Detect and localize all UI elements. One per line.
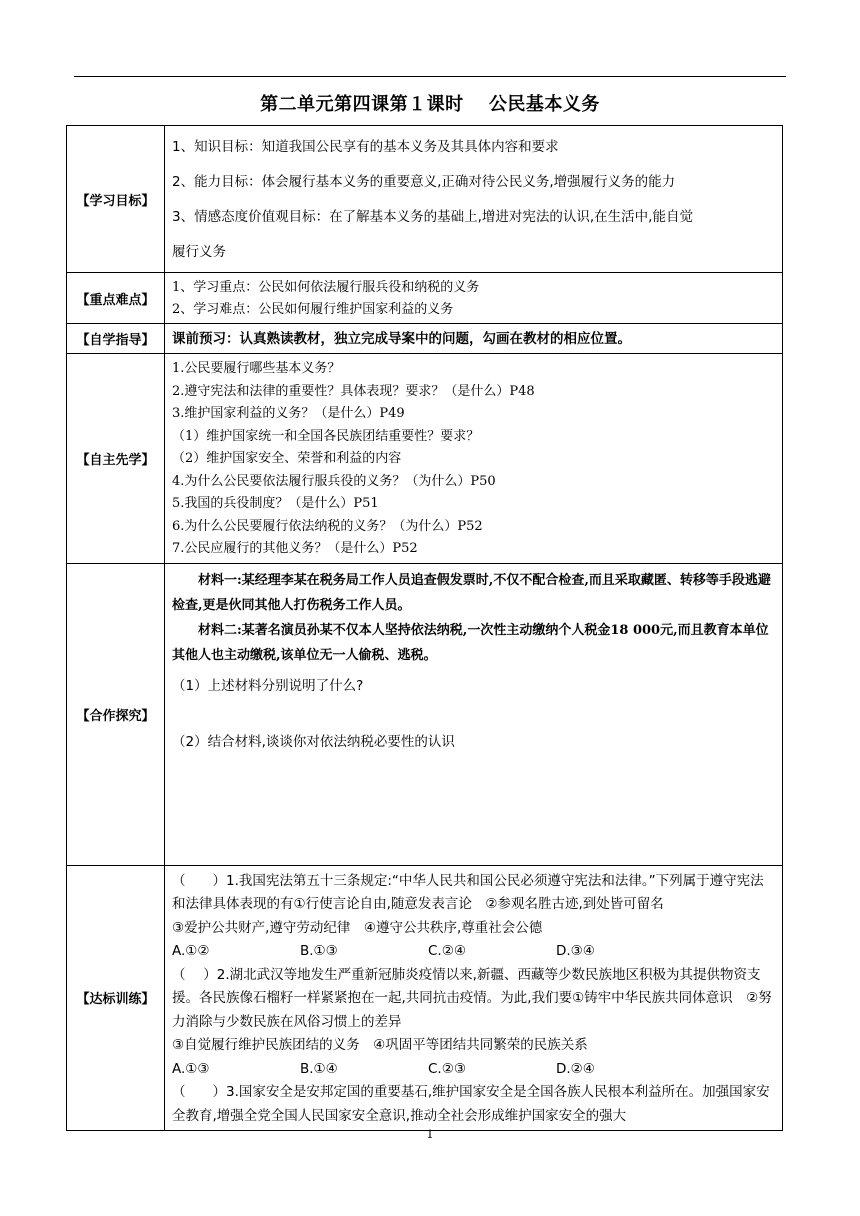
self-study-line: 2.遵守宪法和法律的重要性？具体表现？要求？（是什么）P48: [172, 383, 535, 399]
row-self-study: [67, 354, 783, 564]
self-study-line: 6.为什么公民要履行依法纳税的义务？（为什么）P52: [172, 518, 483, 534]
drill-question-1-line2: ③爱护公共财产,遵守劳动纪律 ④遵守公共秩序,尊重社会公德: [172, 919, 543, 936]
preview-text: 课前预习：认真熟读教材，独立完成导案中的问题，勾画在教材的相应位置。: [172, 331, 631, 347]
label-coop: 【合作探究】: [67, 563, 165, 865]
option-a: A.①②: [172, 943, 210, 959]
row-key: [67, 273, 783, 324]
coop-question-2: （2）结合材料,谈谈你对依法纳税必要性的认识: [172, 733, 455, 750]
material-one: 材料一:某经理李某在税务局工作人员追查假发票时,不仅不配合检查,而且采取藏匿、转移等手段逃避检查,更是伙同其他人打伤税务工作人员。: [172, 572, 771, 613]
row-coop: [67, 563, 783, 865]
drill-question-2: （ ）2.湖北武汉等地发生严重新冠肺炎疫情以来,新疆、西藏等少数民族地区积极为其提供物资支援。各民族像石榴籽一样紧紧抱在一起,共同抗击疫情。为此,我们要①铸牢中华民族共同体意识 ②努力消除与少数民族在风俗习惯上的差异: [172, 966, 772, 1030]
option-c: C.②④: [428, 943, 466, 959]
label-self-study: 【自主先学】: [67, 354, 165, 564]
goal-line: 履行义务: [172, 244, 226, 260]
self-study-line: （2）维护国家安全、荣誉和利益的内容: [172, 451, 402, 466]
option-d: D.②④: [556, 1060, 595, 1077]
drill-question-1: （ ）1.我国宪法第五十三条规定:“中华人民共和国公民必须遵守宪法和法律。”下列属于遵守宪法和法律具体表现的有①行使言论自由,随意发表言论 ②参观名胜古迹,到处皆可留名: [172, 872, 764, 912]
goals-content: [165, 126, 783, 273]
option-b: B.①③: [300, 943, 338, 959]
key-line: 1、学习重点：公民如何依法履行服兵役和纳税的义务: [172, 280, 480, 295]
label-goals: 【学习目标】: [67, 126, 165, 273]
coop-question-1: （1）上述材料分别说明了什么?: [172, 677, 364, 694]
page-number: 1: [426, 1128, 434, 1141]
drill-content: [165, 865, 783, 1131]
option-d: D.③④: [556, 943, 595, 959]
drill-question-3: （ ）3.国家安全是安邦定国的重要基石,维护国家安全是全国各族人民根本利益所在。加强国家安全教育,增强全党全国人民国家安全意识,推动全社会形成维护国家安全的强大: [172, 1084, 770, 1124]
option-b: B.①④: [300, 1060, 338, 1077]
study-guide-table: [66, 125, 783, 1131]
option-c: C.②③: [428, 1060, 466, 1077]
row-preview: [67, 324, 783, 354]
key-line: 2、学习难点：公民如何履行维护国家利益的义务: [172, 302, 454, 317]
label-key: 【重点难点】: [67, 273, 165, 324]
drill-question-2-options: [172, 1058, 776, 1082]
self-study-line: 1.公民要履行哪些基本义务？: [172, 361, 341, 376]
preview-content: [165, 324, 783, 354]
goal-line: 2、能力目标：体会履行基本义务的重要意义,正确对待公民义务,增强履行义务的能力: [172, 174, 676, 190]
key-content: [165, 273, 783, 324]
label-drill: 【达标训练】: [67, 865, 165, 1131]
row-goals: [67, 126, 783, 273]
drill-question-2-line2: ③自觉履行维护民族团结的义务 ④巩固平等团结共同繁荣的民族关系: [172, 1037, 588, 1053]
self-study-content: [165, 354, 783, 564]
coop-content: [165, 563, 783, 865]
self-study-line: 5.我国的兵役制度？（是什么）P51: [172, 496, 379, 511]
header-rule: [74, 76, 786, 77]
self-study-line: 3.维护国家利益的义务？（是什么）P49: [172, 406, 405, 421]
drill-question-1-options: [172, 940, 776, 964]
goal-line: 1、知识目标：知道我国公民享有的基本义务及其具体内容和要求: [172, 139, 559, 155]
page-title: 第二单元第四课第１课时 公民基本义务: [260, 94, 600, 115]
option-a: A.①③: [172, 1060, 210, 1077]
label-preview: 【自学指导】: [67, 324, 165, 354]
goal-line: 3、情感态度价值观目标：在了解基本义务的基础上,增进对宪法的认识,在生活中,能自觉: [172, 209, 693, 225]
self-study-line: 7.公民应履行的其他义务？（是什么）P52: [172, 541, 418, 556]
row-drill: [67, 865, 783, 1131]
material-two: 材料二:某著名演员孙某不仅本人坚持依法纳税,一次性主动缴纳个人税金18 000元,而且教育本单位其他人也主动缴税,该单位无一人偷税、逃税。: [172, 622, 769, 663]
self-study-line: （1）维护国家统一和全国各民族团结重要性？要求？: [172, 428, 480, 444]
self-study-line: 4.为什么公民要依法履行服兵役的义务？（为什么）P50: [172, 473, 496, 489]
